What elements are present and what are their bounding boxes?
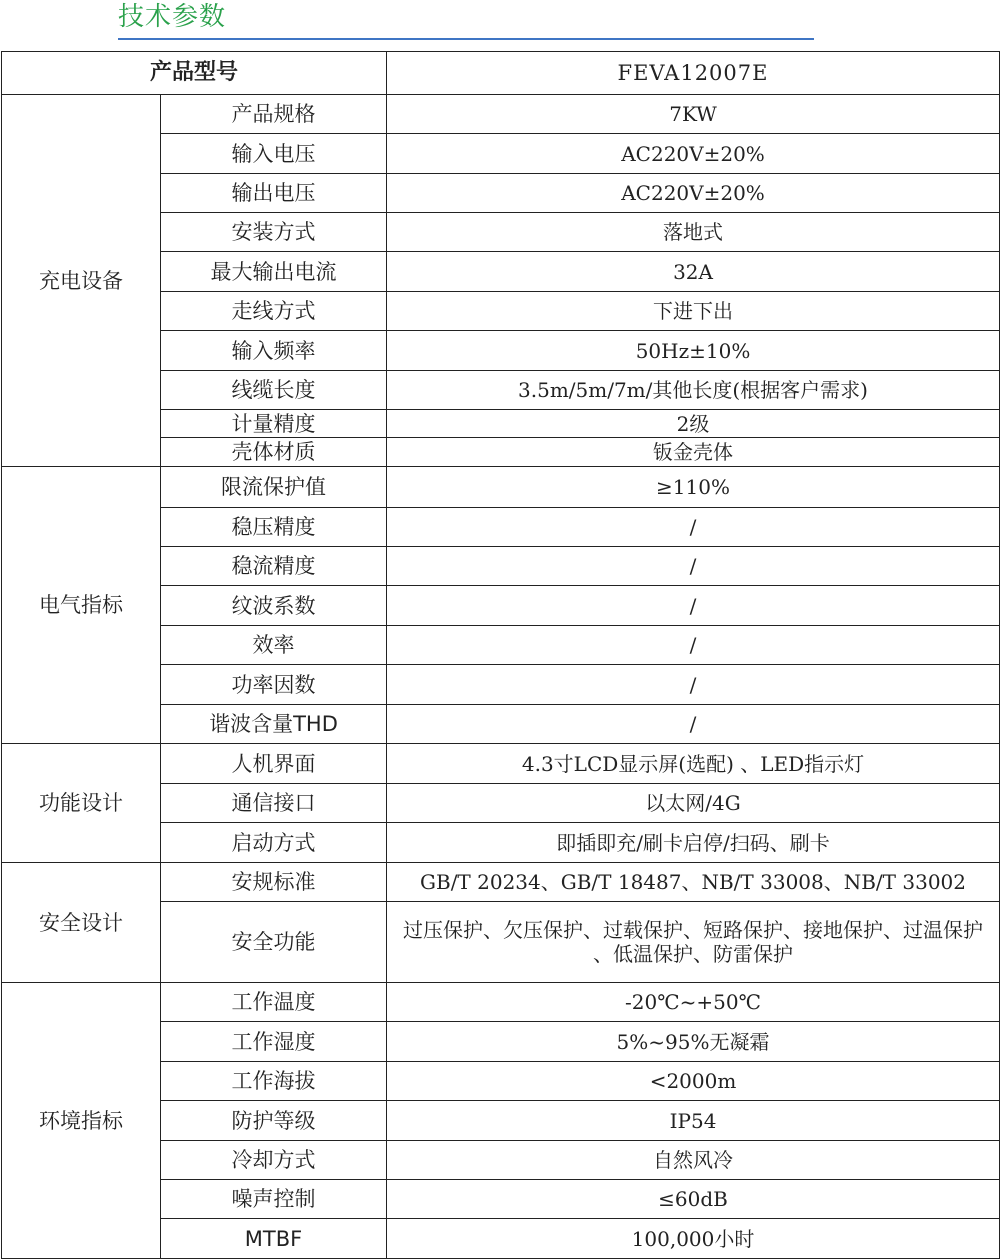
param-value-cell: 即插即充/刷卡启停/扫码、刷卡	[387, 823, 1000, 863]
param-value-cell: /	[387, 508, 1000, 547]
table-row	[2, 95, 1000, 134]
param-value-cell: 50Hz±10%	[387, 331, 1000, 371]
table-row	[2, 863, 1000, 902]
param-value-cell: 5%~95%无凝霜	[387, 1022, 1000, 1062]
param-value-cell: ≥110%	[387, 467, 1000, 508]
param-value-cell: IP54	[387, 1101, 1000, 1141]
param-value-cell: AC220V±20%	[387, 134, 1000, 174]
param-name-cell: 壳体材质	[161, 438, 387, 467]
table-row	[2, 467, 1000, 508]
param-value-cell: 自然风冷	[387, 1141, 1000, 1180]
category-cell: 功能设计	[2, 744, 161, 863]
category-cell: 充电设备	[2, 95, 161, 467]
param-value-cell: 钣金壳体	[387, 438, 1000, 467]
param-name-cell: 效率	[161, 626, 387, 665]
param-value-cell: /	[387, 705, 1000, 744]
param-name-cell: 冷却方式	[161, 1141, 387, 1180]
param-value-cell: /	[387, 665, 1000, 705]
param-name-cell: 线缆长度	[161, 371, 387, 410]
param-name-cell: 输入频率	[161, 331, 387, 371]
param-value-cell: AC220V±20%	[387, 174, 1000, 213]
param-value-cell: 3.5m/5m/7m/其他长度(根据客户需求)	[387, 371, 1000, 410]
param-name-cell: 稳压精度	[161, 508, 387, 547]
header-row	[2, 52, 1000, 95]
param-name-cell: 谐波含量THD	[161, 705, 387, 744]
param-name-cell: 功率因数	[161, 665, 387, 705]
param-name-cell: 人机界面	[161, 744, 387, 784]
param-value-cell: 落地式	[387, 213, 1000, 252]
param-value-cell: /	[387, 626, 1000, 665]
category-cell: 电气指标	[2, 467, 161, 744]
param-value-cell: 7KW	[387, 95, 1000, 134]
param-value-cell: /	[387, 586, 1000, 626]
param-value-cell: -20℃~+50℃	[387, 983, 1000, 1022]
param-name-cell: MTBF	[161, 1219, 387, 1259]
param-value-cell: 2级	[387, 410, 1000, 438]
param-value-cell: GB/T 20234、GB/T 18487、NB/T 33008、NB/T 33002	[387, 863, 1000, 902]
category-cell: 安全设计	[2, 863, 161, 983]
param-value-cell: 4.3寸LCD显示屏(选配) 、LED指示灯	[387, 744, 1000, 784]
param-value-cell: 下进下出	[387, 292, 1000, 331]
spec-table	[1, 51, 1000, 1259]
param-name-cell: 安装方式	[161, 213, 387, 252]
param-name-cell: 工作湿度	[161, 1022, 387, 1062]
category-cell: 环境指标	[2, 983, 161, 1259]
param-name-cell: 限流保护值	[161, 467, 387, 508]
param-name-cell: 走线方式	[161, 292, 387, 331]
param-name-cell: 工作温度	[161, 983, 387, 1022]
param-value-cell: /	[387, 547, 1000, 586]
param-name-cell: 安全功能	[161, 902, 387, 983]
title-underline	[118, 38, 814, 40]
param-name-cell: 输入电压	[161, 134, 387, 174]
param-value-cell: <2000m	[387, 1062, 1000, 1101]
param-value-cell: 以太网/4G	[387, 784, 1000, 823]
param-name-cell: 输出电压	[161, 174, 387, 213]
param-name-cell: 纹波系数	[161, 586, 387, 626]
param-value-cell: ≤60dB	[387, 1180, 1000, 1219]
param-value-cell: 100,000小时	[387, 1219, 1000, 1259]
param-name-cell: 最大输出电流	[161, 252, 387, 292]
param-name-cell: 工作海拔	[161, 1062, 387, 1101]
param-name-cell: 安规标准	[161, 863, 387, 902]
section-title: 技术参数	[118, 2, 227, 32]
model-value: FEVA12007E	[387, 52, 1000, 95]
param-value-cell: 32A	[387, 252, 1000, 292]
param-name-cell: 产品规格	[161, 95, 387, 134]
param-name-cell: 稳流精度	[161, 547, 387, 586]
param-name-cell: 启动方式	[161, 823, 387, 863]
param-value-cell: 过压保护、欠压保护、过载保护、短路保护、接地保护、过温保护 、低温保护、防雷保护	[387, 902, 1000, 983]
param-name-cell: 通信接口	[161, 784, 387, 823]
param-name-cell: 计量精度	[161, 410, 387, 438]
model-label: 产品型号	[2, 52, 387, 95]
param-name-cell: 防护等级	[161, 1101, 387, 1141]
table-row	[2, 983, 1000, 1022]
table-row	[2, 744, 1000, 784]
param-name-cell: 噪声控制	[161, 1180, 387, 1219]
